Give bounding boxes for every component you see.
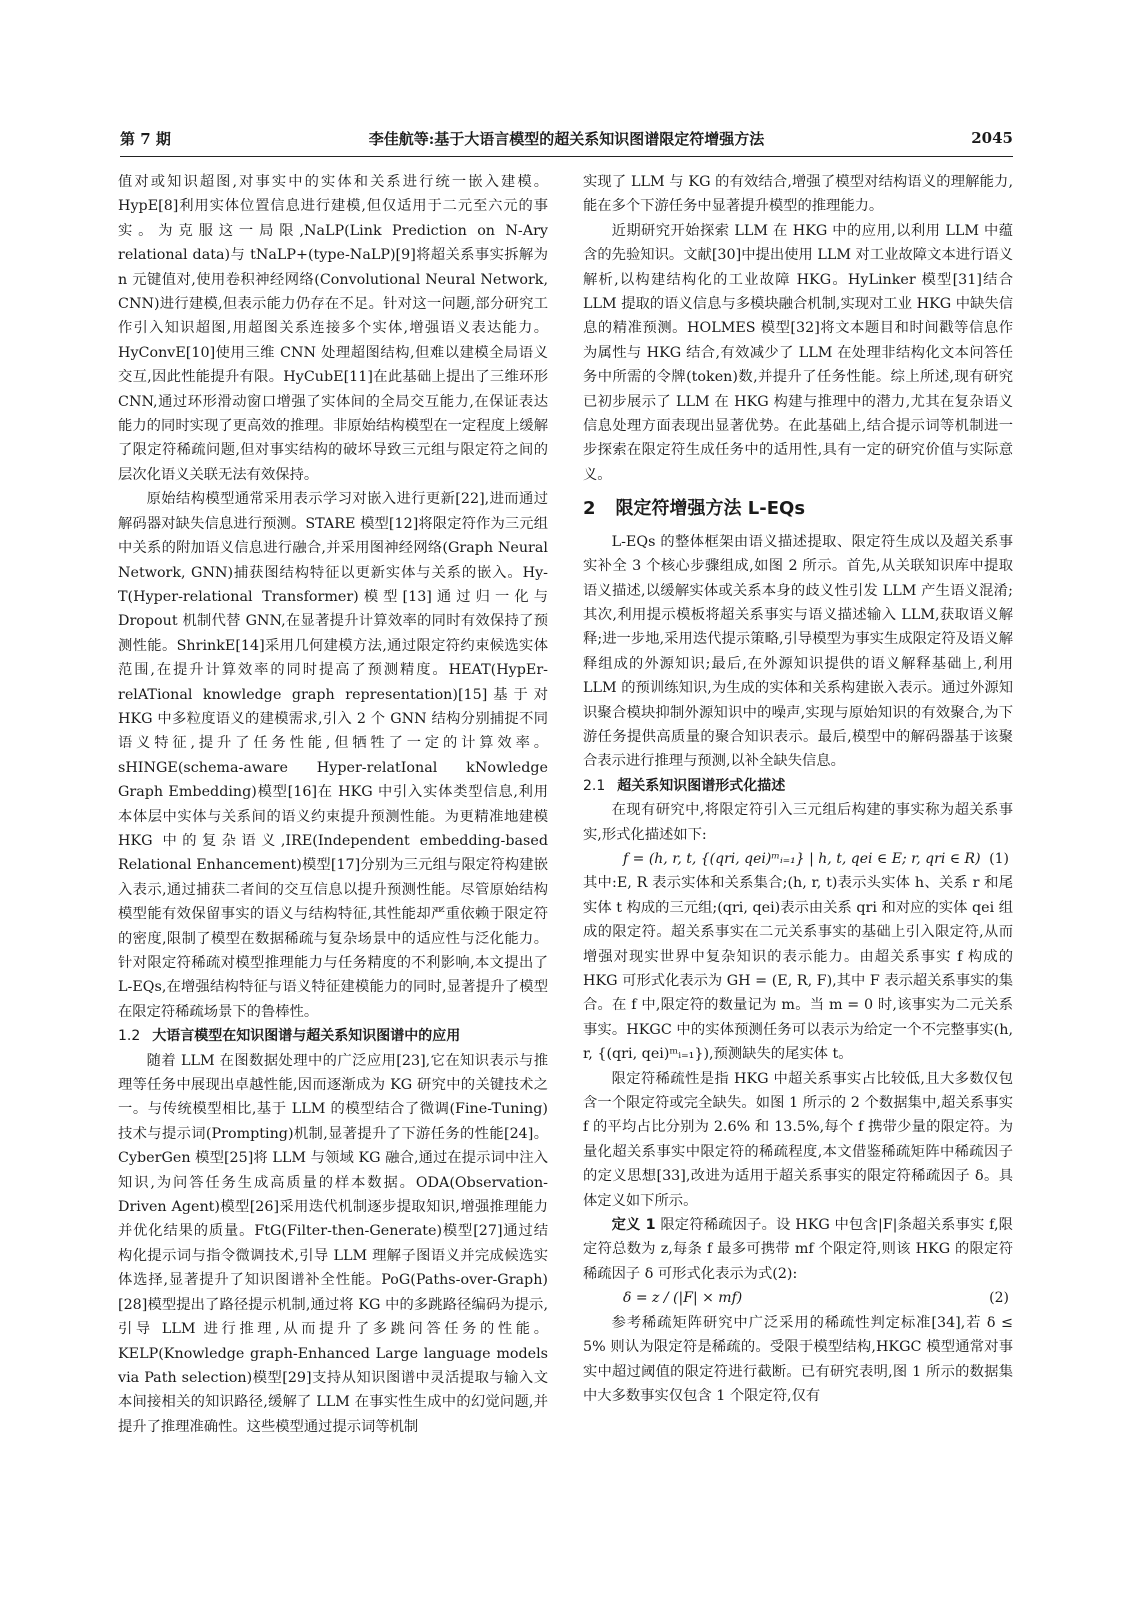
- section-heading-2: [583, 497, 1013, 521]
- section-title: 限定符增强方法 L-EQs: [615, 498, 806, 520]
- paragraph: 其中:E, R 表示实体和关系集合;(h, r, t)表示头实体 h、关系 r 和尾实体 t 构成的三元组;(qri, qei)表示由关系 qri 和对应的实体 qei 组成的限定符。超关系事实在二元关系事实的基础上引入限定符,从而增强对现实世界中复杂知识的表示能力。由超关系事实 f 构成的 HKG 可形式化表示为 GH = (E, R, F),其中 F 表示超关系事实的集合。在 f 中,限定符的数量记为 m。当 m = 0 时,该事实为二元关系事实。HKGC 中的实体预测任务可以表示为给定一个不完整事实(h, r, {(qri, qei)ᵐᵢ₌₁}),预测缺失的尾实体 t。: [583, 875, 1013, 1063]
- section-number: 2.1: [583, 777, 606, 794]
- equation-2: [583, 1286, 1013, 1310]
- right-column: [583, 170, 1013, 1408]
- section-title: 超关系知识图谱形式化描述: [617, 777, 786, 794]
- definition-text: 限定符稀疏因子。设 HKG 中包含|F|条超关系事实 f,限定符总数为 z,每条 f 最多可携带 mf 个限定符,则该 HKG 的限定符稀疏因子 δ 可形式化表示为式(2):: [583, 1217, 1013, 1282]
- equation-1: [583, 847, 1013, 871]
- paragraph: 值对或知识超图,对事实中的实体和关系进行统一嵌入建模。HypE[8]利用实体位置信息进行建模,但仅适用于二元至六元的事实。为克服这一局限,NaLP(Link Prediction on N-Ary relational data)与 tNaLP+(type-NaLP)[9]将超关系事实拆解为 n 元键值对,使用卷积神经网络(Convolutional Neural Network, CNN)进行建模,但表示能力仍存在不足。针对这一问题,部分研究工作引入知识超图,用超图关系连接多个实体,增强语义表达能力。HyConvE[10]使用三维 CNN 处理超图结构,但难以建模全局语义交互,因此性能提升有限。HyCubE[11]在此基础上提出了三维环形 CNN,通过环形滑动窗口增强了实体间的全局交互能力,在保证表达能力的同时实现了更高效的推理。非原始结构模型在一定程度上缓解了限定符稀疏问题,但对事实结构的破坏导致三元组与限定符之间的层次化语义关联无法有效保持。: [118, 174, 548, 483]
- paragraph: 在现有研究中,将限定符引入三元组后构建的事实称为超关系事实,形式化描述如下:: [583, 802, 1013, 843]
- paragraph: 参考稀疏矩阵研究中广泛采用的稀疏性判定标准[34],若 δ ≤ 5% 则认为限定符是稀疏的。受限于模型结构,HKGC 模型通常对事实中超过阈值的限定符进行截断。已有研究表明,图 1 所示的数据集中大多数事实仅包含 1 个限定符,仅有: [583, 1314, 1013, 1404]
- section-number: 1.2: [118, 1028, 141, 1045]
- paragraph: 原始结构模型通常采用表示学习对嵌入进行更新[22],进而通过解码器对缺失信息进行预测。STARE 模型[12]将限定符作为三元组中关系的附加语义信息进行融合,并采用图神经网络(Graph Neural Network, GNN)捕获图结构特征以更新实体与关系的嵌入。Hy-T(Hyper-relational Transformer)模型[13]通过归一化与 Dropout 机制代替 GNN,在显著提升计算效率的同时有效保持了预测性能。ShrinkE[14]采用几何建模方法,通过限定符约束候选实体范围,在提升计算效率的同时提高了预测精度。HEAT(HypEr-relATional knowledge graph representation)[15]基于对 HKG 中多粒度语义的建模需求,引入 2 个 GNN 结构分别捕捉不同语义特征,提升了任务性能,但牺牲了一定的计算效率。sHINGE(schema-aware Hyper-relatIonal kNowledge Graph Embedding)模型[16]在 HKG 中引入实体类型信息,利用本体层中实体与关系间的语义约束提升预测性能。为更精准地建模 HKG 中的复杂语义,IRE(Independent embedding-based Relational Enhancement)模型[17]分别为三元组与限定符构建嵌入表示,通过捕获二者间的交互信息以提升预测性能。尽管原始结构模型能有效保留事实的语义与结构特征,其性能却严重依赖于限定符的密度,限制了模型在数据稀疏与复杂场景中的适应性与泛化能力。针对限定符稀疏对模型推理能力与任务精度的不利影响,本文提出了 L-EQs,在增强结构特征与语义特征建模能力的同时,显著提升了模型在限定符稀疏场景下的鲁棒性。: [118, 491, 548, 1020]
- paragraph: 限定符稀疏性是指 HKG 中超关系事实占比较低,且大多数仅包含一个限定符或完全缺失。如图 1 所示的 2 个数据集中,超关系事实 f 的平均占比分别为 2.6% 和 13.5%,每个 f 携带少量的限定符。为量化超关系事实中限定符的稀疏程度,本文借鉴稀疏矩阵中稀疏因子的定义思想[33],改进为适用于超关系事实的限定符稀疏因子 δ。具体定义如下所示。: [583, 1070, 1013, 1209]
- paragraph: 实现了 LLM 与 KG 的有效结合,增强了模型对结构语义的理解能力,能在多个下游任务中显著提升模型的推理能力。: [583, 174, 1013, 215]
- running-title: 李佳航等:基于大语言模型的超关系知识图谱限定符增强方法: [368, 129, 765, 148]
- left-column: [118, 170, 548, 1439]
- section-heading-1-2: [118, 1024, 548, 1048]
- equation-body: δ = z / (|F| × mf): [623, 1290, 743, 1307]
- running-header: [120, 120, 1013, 157]
- page-number: 2045: [971, 129, 1013, 147]
- equation-number: (1): [989, 850, 1009, 867]
- section-title: 大语言模型在知识图谱与超关系知识图谱中的应用: [152, 1028, 461, 1045]
- paragraph: 随着 LLM 在图数据处理中的广泛应用[23],它在知识表示与推理等任务中展现出卓越性能,因而逐渐成为 KG 研究中的关键技术之一。与传统模型相比,基于 LLM 的模型结合了微调(Fine-Tuning)技术与提示词(Prompting)机制,显著提升了下游任务的性能[24]。CyberGen 模型[25]将 LLM 与领域 KG 融合,通过在提示词中注入知识,为问答任务生成高质量的样本数据。ODA(Observation-Driven Agent)模型[26]采用迭代机制逐步提取知识,增强推理能力并优化结果的质量。FtG(Filter-then-Generate)模型[27]通过结构化提示词与指令微调技术,引导 LLM 理解子图语义并完成候选实体选择,显著提升了知识图谱补全性能。PoG(Paths-over-Graph)[28]模型提出了路径提示机制,通过将 KG 中的多跳路径编码为提示,引导 LLM 进行推理,从而提升了多跳问答任务的性能。KELP(Knowledge graph-Enhanced Large language models via Path selection)模型[29]支持从知识图谱中灵活提取与输入文本间接相关的知识路径,缓解了 LLM 在事实性生成中的幻觉问题,并提升了推理准确性。这些模型通过提示词等机制: [118, 1052, 548, 1435]
- section-heading-2-1: [583, 774, 1013, 798]
- paragraph: 近期研究开始探索 LLM 在 HKG 中的应用,以利用 LLM 中蕴含的先验知识。文献[30]中提出使用 LLM 对工业故障文本进行语义解析,以构建结构化的工业故障 HKG。HyLinker 模型[31]结合 LLM 提取的语义信息与多模块融合机制,实现对工业 HKG 中缺失信息的精准预测。HOLMES 模型[32]将文本题目和时间戳等信息作为属性与 HKG 结合,有效减少了 LLM 在处理非结构化文本问答任务中所需的令牌(token)数,并提升了任务性能。综上所述,现有研究已初步展示了 LLM 在 HKG 构建与推理中的潜力,尤其在复杂语义信息处理方面表现出显著优势。在此基础上,结合提示词等机制进一步探索在限定符生成任务中的适用性,具有一定的研究价值与实际意义。: [583, 222, 1013, 483]
- issue-number: 第 7 期: [120, 129, 171, 148]
- paragraph: L-EQs 的整体框架由语义描述提取、限定符生成以及超关系事实补全 3 个核心步骤组成,如图 2 所示。首先,从关联知识库中提取语义描述,以缓解实体或关系本身的歧义性引发 LLM 产生语义混淆;其次,利用提示模板将超关系事实与语义描述输入 LLM,获取语义解释;进一步地,采用迭代提示策略,引导模型为事实生成限定符及语义解释组成的外源知识;最后,在外源知识提供的语义解释基础上,利用 LLM 的预训练知识,为生成的实体和关系构建嵌入表示。通过外源知识聚合模块抑制外源知识中的噪声,实现与原始知识的有效聚合,为下游任务提供高质量的聚合知识表示。最后,模型中的解码器基于该聚合表示进行推理与预测,以补全缺失信息。: [583, 533, 1013, 770]
- equation-number: (2): [989, 1290, 1009, 1307]
- section-number: 2: [583, 498, 596, 520]
- equation-body: f = (h, r, t, {(qri, qei)ᵐᵢ₌₁} | h, t, qei ∈ E; r, qri ∈ R): [623, 850, 981, 867]
- definition: [583, 1213, 1013, 1286]
- definition-label: 定义 1: [611, 1217, 656, 1234]
